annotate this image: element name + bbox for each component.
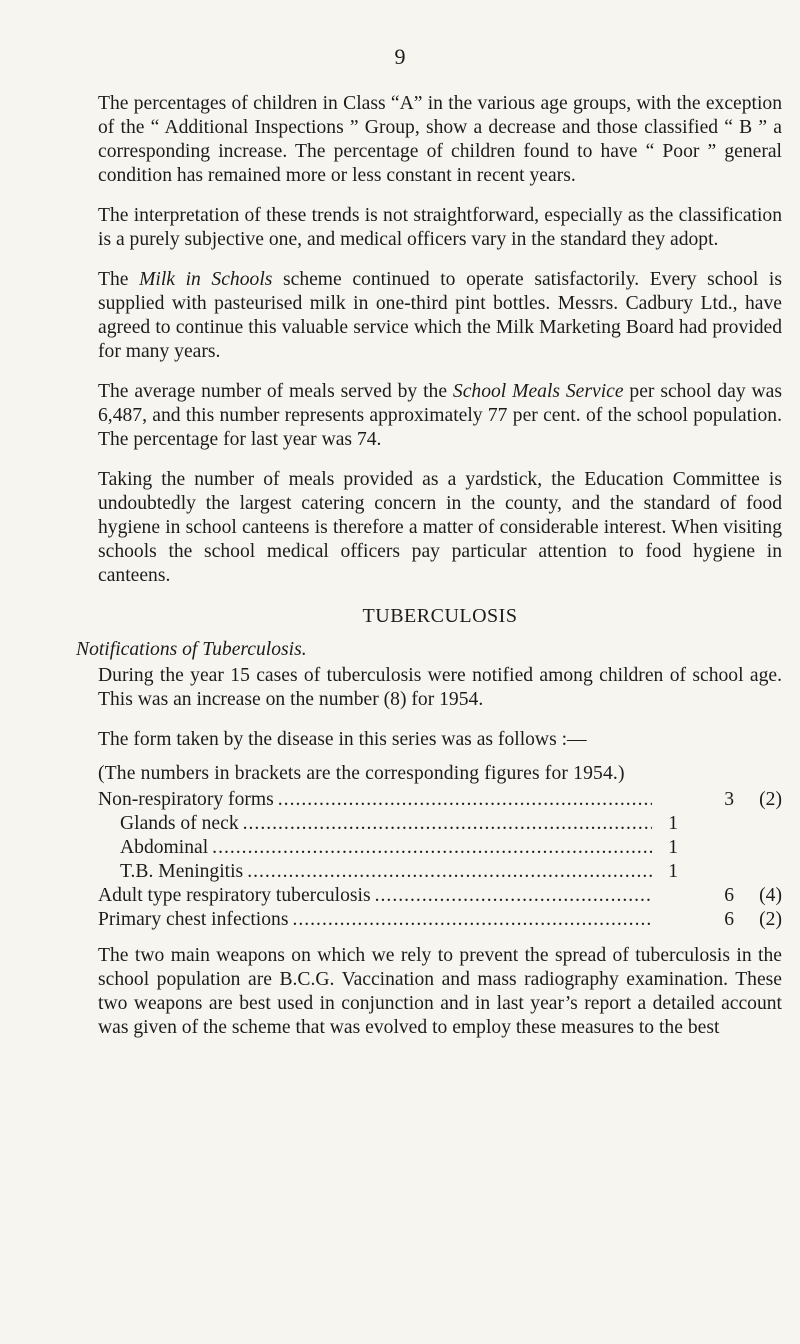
row-label: Glands of neck	[120, 813, 239, 834]
row-previous-year: (2)	[759, 789, 782, 810]
table-row-abdominal	[98, 836, 782, 860]
row-label: Abdominal	[120, 837, 209, 858]
row-count: 3	[724, 789, 734, 810]
leader-dots	[292, 908, 652, 932]
subheading-notifications: Notifications of Tuberculosis.	[76, 639, 307, 660]
table-row-primary-chest	[98, 908, 782, 932]
section-heading-tuberculosis: TUBERCULOSIS	[362, 605, 518, 627]
brackets-note: (The numbers in brackets are the corresponding figures for 1954.)	[98, 763, 625, 784]
row-previous-year: (2)	[759, 909, 782, 930]
row-count: 6	[724, 909, 734, 930]
paragraph-class-trends: The percentages of children in Class “A” in the various age groups, with the exception of the “ Additional Inspections ” Group, show a decrease and those classified “ B ” a corresponding increase. The percentage of children found to have “ Poor ” general condition has remained more or less constant in recent years.	[98, 93, 782, 186]
paragraph-prevention: The two main weapons on which we rely to prevent the spread of tuberculosis in the school population are B.C.G. Vaccination and mass radiography examination. These two weapons are best used in conjunction and in last year’s report a detailed account was given of the scheme that was evolved to employ these measures to the best	[98, 945, 782, 1038]
leader-dots	[278, 788, 652, 812]
row-label: Non-respiratory forms	[98, 789, 274, 810]
row-label: Primary chest infections	[98, 909, 289, 930]
row-count: 1	[668, 813, 678, 834]
leader-dots	[375, 884, 652, 908]
milk-para-rest: scheme continued to operate satisfactorily. Every school is supplied with pasteurised milk in one-third pint bottles. Messrs. Cadbury Ltd., have agreed to continue this valuable service which the Milk Marketing Board had provided for many years.	[98, 269, 782, 362]
row-label: Adult type respiratory tuberculosis	[98, 885, 371, 906]
table-row-adult-respiratory	[98, 884, 782, 908]
leader-dots	[243, 812, 652, 836]
meals-para-rest: per school day was 6,487, and this number represents approximately 77 per cent. of the school population. The percentage for last year was 74.	[98, 381, 782, 450]
paragraph-form-taken: The form taken by the disease in this series was as follows :—	[98, 729, 587, 750]
row-previous-year: (4)	[759, 885, 782, 906]
paragraph-interpretation: The interpretation of these trends is not straightforward, especially as the classification is a purely subjective one, and medical officers vary in the standard they adopt.	[98, 205, 782, 250]
meals-para-start: The average number of meals served by the	[98, 381, 453, 402]
school-meals-service-title: School Meals Service	[452, 381, 624, 402]
tb-forms-table	[98, 788, 782, 932]
table-row-non-respiratory	[98, 788, 782, 812]
leader-dots	[247, 860, 652, 884]
milk-para-start: The	[98, 269, 140, 290]
row-label: T.B. Meningitis	[120, 861, 244, 882]
row-count: 6	[724, 885, 734, 906]
milk-in-schools-title: Milk in Schools	[139, 269, 273, 290]
row-count: 1	[668, 837, 678, 858]
row-count: 1	[668, 861, 678, 882]
paragraph-tb-cases: During the year 15 cases of tuberculosis were notified among children of school age. This was an increase on the number (8) for 1954.	[98, 665, 782, 710]
table-row-tb-meningitis	[98, 860, 782, 884]
paragraph-food-hygiene: Taking the number of meals provided as a yardstick, the Education Committee is undoubtedly the largest catering concern in the county, and the standard of food hygiene in school canteens is therefore a matter of considerable interest. When visiting schools the school medical officers pay particular attention to food hygiene in canteens.	[98, 469, 782, 586]
table-row-glands-of-neck	[98, 812, 782, 836]
paragraph-school-meals	[98, 380, 782, 452]
leader-dots	[212, 836, 652, 860]
paragraph-milk-in-schools	[98, 268, 782, 364]
body-text	[76, 92, 782, 1040]
page-number: 9	[394, 44, 406, 69]
